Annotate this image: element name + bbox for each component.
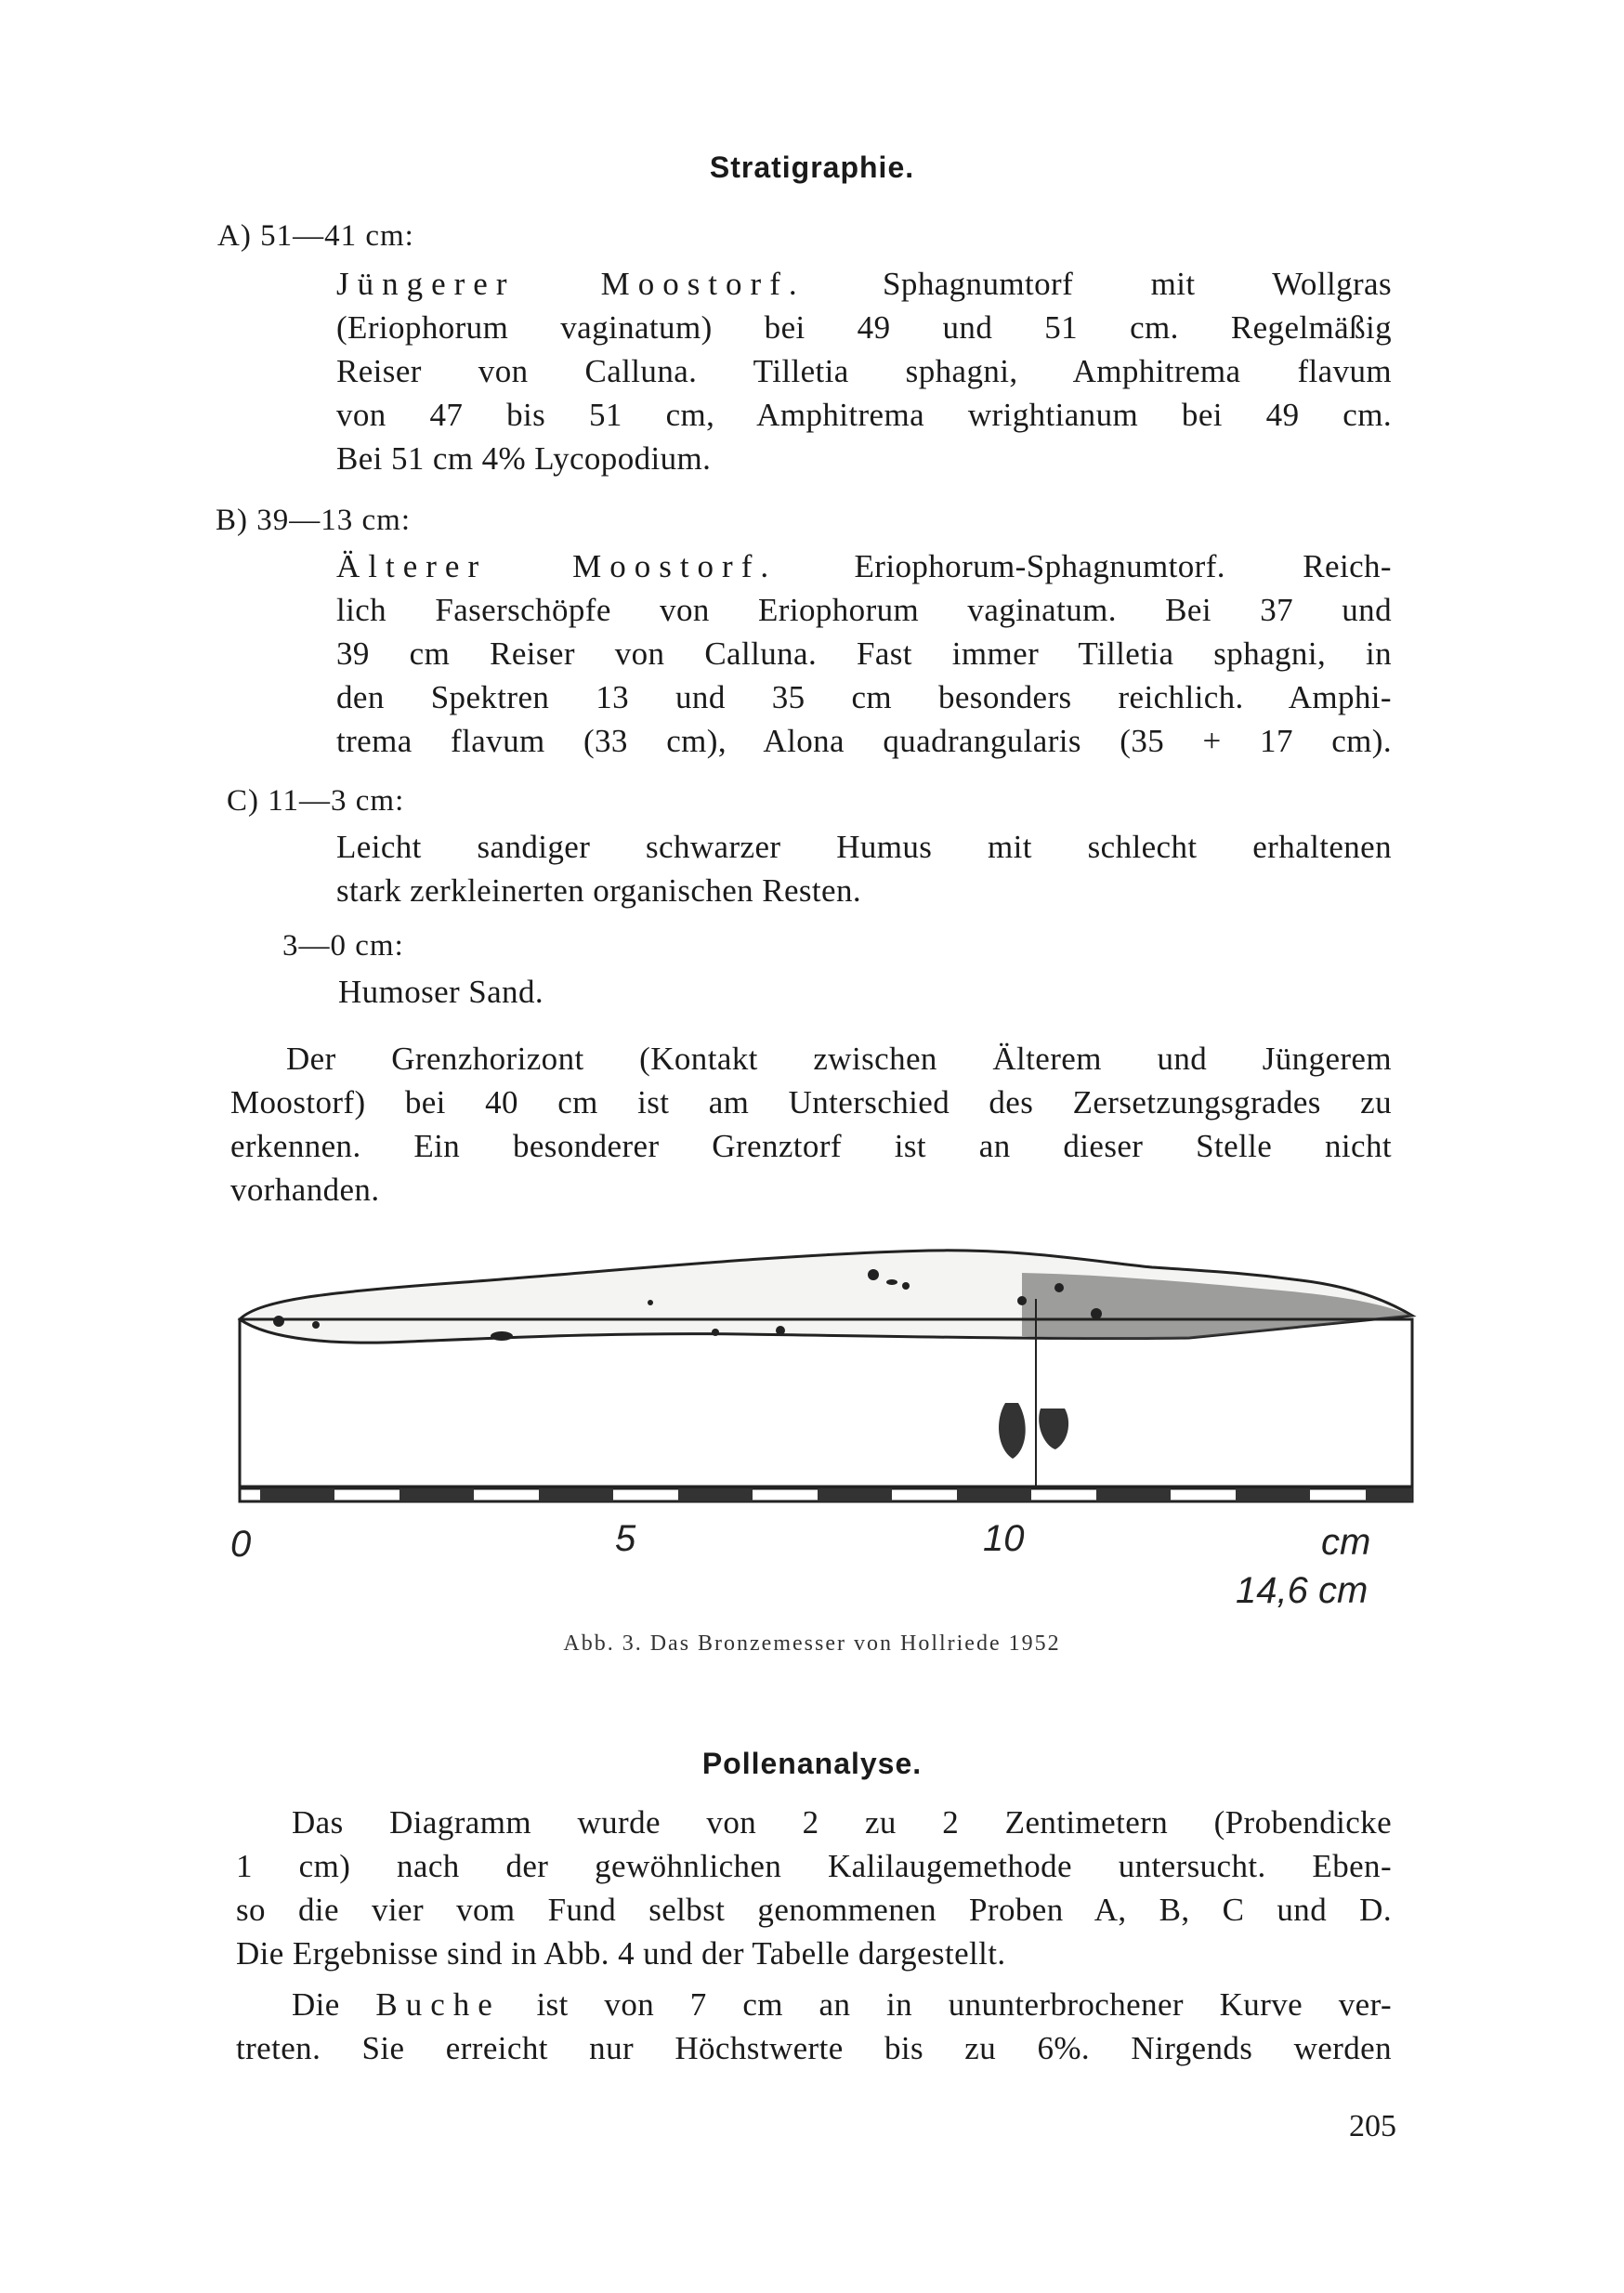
text-line: trema flavum (33 cm), Alona quadrangularis (35 + 17 cm). (336, 723, 1392, 759)
text-line: Der Grenzhorizont (Kontakt zwischen Älterem und Jüngerem (286, 1041, 1392, 1077)
boundary-paragraph (230, 1037, 1392, 1212)
bronze-knife-figure (223, 1226, 1421, 1524)
page-number: 205 (1349, 2109, 1396, 2143)
text-line: den Spektren 13 und 35 cm besonders reichlich. Amphi- (336, 679, 1392, 715)
text-line: (Eriophorum vaginatum) bei 49 und 51 cm. Regelmäßig (336, 309, 1392, 346)
text-line: 39 cm Reiser von Calluna. Fast immer Tilletia sphagni, in (336, 635, 1392, 672)
section-b-label: B) 39—13 cm: (216, 504, 411, 537)
length-label: 14,6 cm (1236, 1570, 1369, 1611)
text-line: von 47 bis 51 cm, Amphitrema wrightianum bei 49 cm. (336, 397, 1392, 433)
section-a-text (336, 262, 1392, 480)
section-b-text (336, 544, 1392, 763)
pollen-paragraph-2 (236, 1983, 1392, 2070)
text-line: stark zerkleinerten organischen Resten. (336, 872, 862, 909)
cross-section-right (1039, 1409, 1068, 1449)
cross-section-left (999, 1403, 1026, 1459)
scale-label-10: 10 (983, 1518, 1025, 1559)
text-line: erkennen. Ein besonderer Grenztorf ist an dieser Stelle nicht (230, 1128, 1392, 1164)
pollen-heading: Pollenanalyse. (701, 1747, 923, 1780)
text-line: so die vier vom Fund selbst genommenen Proben A, B, C und D. (236, 1892, 1392, 1928)
text-line: Reiser von Calluna. Tilletia sphagni, Amphitrema flavum (336, 353, 1392, 389)
text-line: treten. Sie erreicht nur Höchstwerte bis zu 6%. Nirgends werden (236, 2030, 1392, 2066)
text-line: Humoser Sand. (338, 974, 544, 1010)
text-line: 1 cm) nach der gewöhnlichen Kalilaugemethode untersucht. Eben- (236, 1848, 1392, 1884)
text-line: lich Faserschöpfe von Eriophorum vaginatum. Bei 37 und (336, 592, 1392, 628)
scale-label-0: 0 (230, 1524, 252, 1565)
section-c-label: C) 11—3 cm: (227, 784, 405, 818)
section-outline (240, 1319, 1412, 1487)
text-line: Leicht sandiger schwarzer Humus mit schlecht erhaltenen (336, 829, 1392, 865)
text-line: Moostorf) bei 40 cm ist am Unterschied des Zersetzungsgrades zu (230, 1084, 1392, 1120)
scale-segments (260, 1488, 1412, 1501)
text-line: Älterer Moostorf. Eriophorum-Sphagnumtorf. Reich- (336, 548, 1392, 584)
text-line: Die Ergebnisse sind in Abb. 4 und der Tabelle dargestellt. (236, 1935, 1006, 1972)
scale-unit-label: cm (1321, 1522, 1371, 1563)
scale-label-5: 5 (615, 1518, 636, 1559)
text-line: Bei 51 cm 4% Lycopodium. (336, 440, 712, 477)
pollen-paragraph-1 (236, 1801, 1392, 1975)
section-sand-label: 3—0 cm: (282, 929, 404, 963)
text-line: Die Buche ist von 7 cm an in ununterbrochener Kurve ver- (292, 1986, 1393, 2023)
stratigraphy-heading: Stratigraphie. (709, 151, 915, 184)
text-line: Jüngerer Moostorf. Sphagnumtorf mit Wollgras (336, 266, 1392, 302)
text-line: vorhanden. (230, 1172, 380, 1208)
figure-caption: Abb. 3. Das Bronzemesser von Hollriede 1952 (563, 1631, 1061, 1656)
section-c-text (336, 825, 1392, 912)
section-sand-text (338, 970, 1394, 1014)
text-line: Das Diagramm wurde von 2 zu 2 Zentimetern (Probendicke (292, 1804, 1392, 1841)
section-a-label: A) 51—41 cm: (217, 219, 414, 253)
